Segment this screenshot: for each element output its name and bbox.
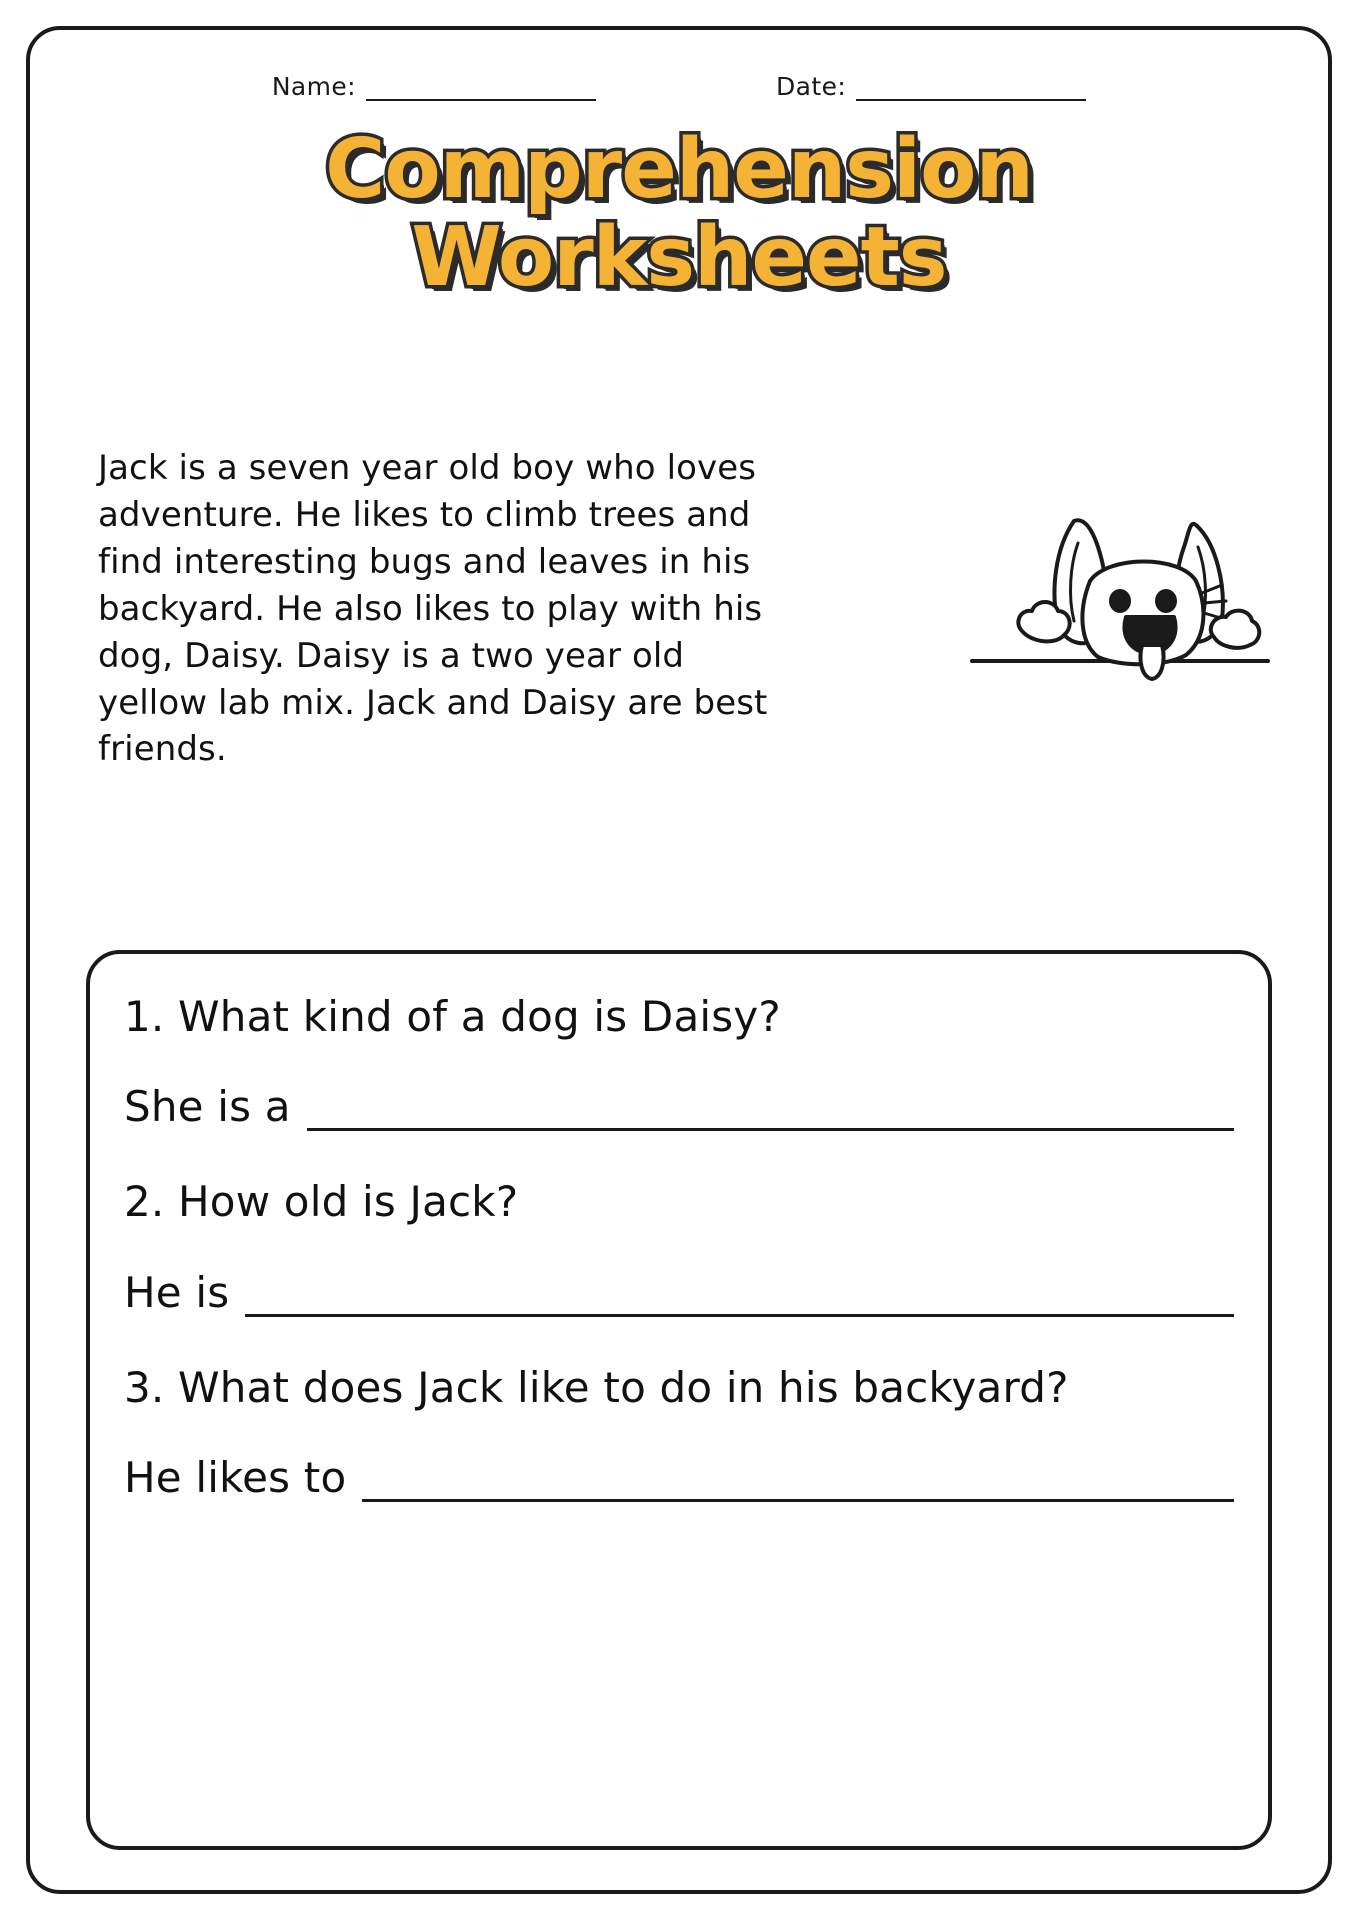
questions-panel <box>86 950 1272 1850</box>
answer-row-1[interactable] <box>124 1082 1234 1131</box>
answer-write-line-3[interactable] <box>362 1469 1234 1502</box>
date-write-line[interactable] <box>856 79 1086 101</box>
answer-write-line-1[interactable] <box>307 1098 1234 1131</box>
title-line-1: Comprehension <box>325 122 1033 217</box>
worksheet-border <box>26 26 1332 1894</box>
title-line-2: Worksheets <box>411 209 947 305</box>
name-label: Name: <box>271 72 356 101</box>
question-item-3 <box>124 1363 1234 1502</box>
question-prompt-1: 1. What kind of a dog is Daisy? <box>124 992 781 1041</box>
answer-row-2[interactable] <box>124 1268 1234 1317</box>
question-item-1 <box>124 992 1234 1131</box>
answer-prefix-1: She is a <box>124 1082 291 1132</box>
page-title <box>30 122 1328 305</box>
date-field[interactable] <box>776 72 1086 101</box>
answer-write-line-2[interactable] <box>245 1284 1234 1317</box>
question-item-2 <box>124 1177 1234 1316</box>
student-info-row <box>30 72 1328 101</box>
date-label: Date: <box>776 72 847 101</box>
question-prompt-2: 2. How old is Jack? <box>124 1177 519 1227</box>
dog-illustration <box>970 485 1270 700</box>
answer-prefix-2: He is <box>124 1267 230 1317</box>
answer-prefix-3: He likes to <box>124 1453 347 1503</box>
question-prompt-3: 3. What does Jack like to do in his backyard? <box>124 1362 1069 1412</box>
name-write-line[interactable] <box>366 79 596 101</box>
name-field[interactable] <box>272 72 596 101</box>
answer-row-3[interactable] <box>124 1453 1234 1502</box>
reading-passage: Jack is a seven year old boy who loves adventure. He likes to climb trees and find interesting bugs and leaves in his backyard. He also likes to play with his dog, Daisy. Daisy is a two year old yellow lab mix. Jack and Daisy are best friends. <box>98 448 768 770</box>
